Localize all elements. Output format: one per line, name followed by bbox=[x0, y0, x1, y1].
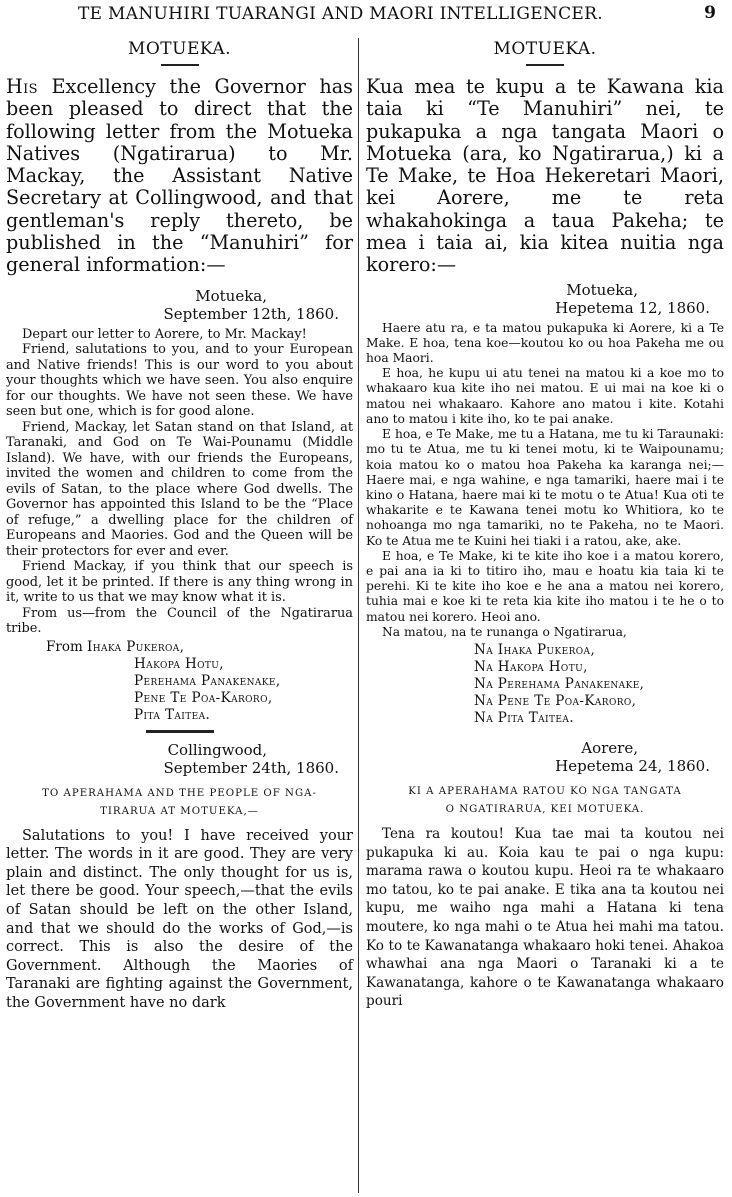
right-letter-para: Haere atu ra, e ta matou pukapuka ki Aorere, ki a Te Make. E hoa, tena koe—koutou ko ou hoa Pakeha me ou hoa Maori. bbox=[366, 320, 724, 366]
reply-heading-line: O NGATIRARUA, KEI MOTUEKA. bbox=[445, 803, 645, 815]
right-dateline-place: Motueka, bbox=[566, 280, 638, 299]
right-letter bbox=[366, 321, 724, 640]
left-reply-text: Salutations to you! I have received your letter. The words in it are good. They are very plain and distinct. The only thought for us is, let there be good. Your speech,—that the evils of Satan should be left on the other Island, and that we should do the works of God,—is correct. This is also the desire of the Government. Although the Maories of Taranaki are fighting against the Government, the Government have no dark bbox=[6, 827, 353, 1012]
right-reply-text: Tena ra koutou! Kua tae mai ta koutou nei pukapuka ki au. Koia kau te pai o nga kupu: marama rawa o koutou kupu. Heoi ra te whakaaro mo tatou, ko te pai anake. E tika ana ta koutou nei kupu, me waiho nga mahi a Hatana ki tena moutere, ko nga mahi o te Atua hei mahi ma tatou. Ko to te Kawanatanga whakaaro hoki tenei. Ahakoa whawhai ana nga Maori o Taranaki ki a te Kawanatanga, kahore o te Kawanatanga whakaaro pouri bbox=[366, 825, 724, 1010]
left-letter bbox=[6, 327, 353, 637]
signatory: Na Pene Te Poa-Karoro, bbox=[474, 692, 637, 709]
section-rule bbox=[146, 730, 214, 733]
signatory: Perehama Panakenake, bbox=[134, 672, 281, 689]
right-reply-date: Hepetema 24, 1860. bbox=[555, 756, 710, 775]
left-reply-date: September 24th, 1860. bbox=[163, 758, 339, 777]
right-letter-para: E hoa, e Te Make, me tu a Hatana, me tu ki Taraunaki: mo tu te Atua, me tu ki tenei motu, ki te Waipounamu; koia matou ko o matou hoa Pakeha ka karanga nei;—Haere mai, e nga wahine, e nga tamariki, haere mai i te kino o Hatana, haere mai ki te motu o te Atua! Kua oti te whakarite e te Kawana tenei motu ko Whitiora, ko te nohoanga mo nga tamariki, no te Pakeha, no te Maori. Ko te Atua me te Kuini hei tiaki i a ratou, ake, ake. bbox=[366, 427, 724, 548]
right-reply-heading bbox=[366, 783, 724, 819]
english-column bbox=[6, 38, 353, 1013]
left-reply-place: Collingwood, bbox=[167, 740, 267, 759]
right-reply-dateline bbox=[366, 739, 724, 775]
left-reply-dateline bbox=[6, 741, 353, 777]
heading-rule bbox=[161, 64, 199, 66]
left-letter-para: Friend Mackay, if you think that our speech is good, let it be printed. If there is any thing wrong in it, write to us that we may know what it is. bbox=[6, 559, 353, 606]
left-letter-para: From us—from the Council of the Ngatirarua tribe. bbox=[6, 605, 353, 637]
left-intro bbox=[6, 76, 353, 277]
maori-column bbox=[366, 38, 724, 1011]
right-heading: MOTUEKA. bbox=[493, 39, 597, 59]
left-letter-para: Depart our letter to Aorere, to Mr. Mackay! bbox=[22, 326, 307, 342]
left-signatures bbox=[6, 639, 353, 724]
signatory: Na Hakopa Hotu, bbox=[474, 658, 588, 675]
signatory: Na Pita Taitea. bbox=[474, 709, 574, 726]
right-dateline bbox=[366, 281, 724, 317]
signatory: Na Perehama Panakenake, bbox=[474, 675, 645, 692]
journal-title: TE MANUHIRI TUARANGI AND MAORI INTELLIGENCER. bbox=[78, 4, 603, 24]
left-dateline bbox=[6, 287, 353, 323]
right-signatures bbox=[366, 642, 724, 727]
signatory: Pita Taitea. bbox=[134, 706, 211, 723]
signatory: Hakopa Hotu, bbox=[134, 655, 224, 672]
left-reply-heading bbox=[6, 785, 353, 821]
right-letter-para: E hoa, he kupu ui atu tenei na matou ki a koe mo to whakaaro kua kite iho nei matou. E ui mai na koe ki o matou nei whakaaro. Kahore ano matou i kite. Kotahi ano to matou i kite iho, ko te pai anake. bbox=[366, 366, 724, 426]
reply-heading-line: TO APERAHAMA AND THE PEOPLE OF NGA- bbox=[42, 787, 317, 799]
left-dateline-date: September 12th, 1860. bbox=[163, 304, 339, 323]
reply-heading-line: TIRARUA AT MOTUEKA,— bbox=[100, 805, 259, 817]
right-dateline-date: Hepetema 12, 1860. bbox=[555, 298, 710, 317]
left-heading: MOTUEKA. bbox=[127, 39, 232, 59]
right-intro: Kua mea te kupu a te Kawana kia taia ki “Te Manuhiri” nei, te pukapuka a nga tangata Maori o Motueka (ara, ko Ngatirarua,) ki a Te Make, te Hoa Hekeretari Maori, kei Aorere, me te reta whakahokinga a taua Pakeha; te mea i taia ai, kia kitea nuitia nga korero:— bbox=[366, 75, 724, 277]
signatory: Ihaka Pukeroa, bbox=[87, 638, 185, 655]
heading-rule bbox=[526, 64, 564, 66]
page-number: 9 bbox=[704, 3, 716, 23]
right-letter-para: E hoa, e Te Make, ki te kite iho koe i a matou korero, e pai ana ia ki to titiro iho, mau e hoatu kia taia ki te perehi. Ki te kite iho koe e he ana a matou nei korero, tuhia mai e koe ki te reta kia kite iho matou i te he o to matou nei korero. Heoi ano. bbox=[366, 548, 724, 624]
intro-rest: Excellency the Governor has been pleased to direct that the following letter from the Motueka Natives (Ngatirarua) to Mr. Mackay, the Assistant Native Secretary at Collingwood, and that gentleman's reply thereto, be published in the “Manuhiri” for general information:— bbox=[6, 75, 353, 277]
right-council: Na matou, na te runanga o Ngatirarua, bbox=[382, 624, 627, 639]
signatory: Na Ihaka Pukeroa, bbox=[474, 641, 596, 658]
column-divider bbox=[358, 38, 359, 1193]
left-letter-para: Friend, Mackay, let Satan stand on that Island, at Taranaki, and God on Te Wai-Pounamu (Middle Island). We have, with our friends the Europeans, invited the women and children to come from the evils of Satan, to the place where God dwells. The Governor has appointed this Island to be the “Place of refuge,” a dwelling place for the children of Europeans and Maories. God and the Queen will be their protectors for ever and ever. bbox=[6, 419, 353, 559]
intro-first-word: His bbox=[6, 75, 38, 98]
page-header bbox=[0, 0, 732, 28]
signatory: Pene Te Poa-Karoro, bbox=[134, 689, 273, 706]
left-dateline-place: Motueka, bbox=[195, 286, 267, 305]
left-letter-para: Friend, salutations to you, and to your European and Native friends! This is our word to you about your thoughts which we have seen. You also enquire for our thoughts. We have not seen these. We have seen but one, which is for good alone. bbox=[6, 342, 353, 420]
reply-heading-line: KI A APERAHAMA RATOU KO NGA TANGATA bbox=[408, 785, 682, 797]
sign-from: From bbox=[46, 638, 83, 655]
right-reply-place: Aorere, bbox=[581, 738, 638, 757]
